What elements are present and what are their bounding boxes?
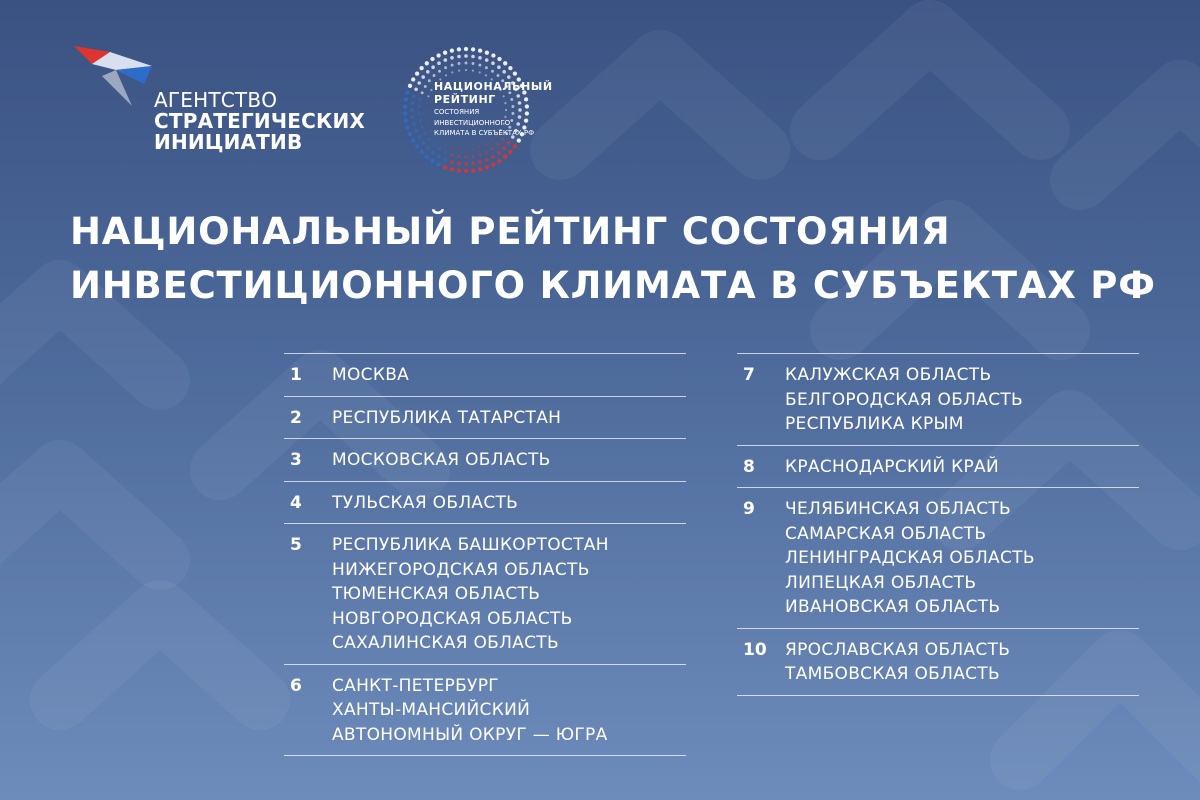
ring-dot bbox=[417, 135, 421, 139]
ring-dot bbox=[513, 71, 517, 75]
ring-dot bbox=[471, 47, 475, 51]
region-name: НИЖЕГОРОДСКАЯ ОБЛАСТЬ bbox=[332, 559, 590, 580]
ring-dot bbox=[472, 62, 475, 65]
region-name: АВТОНОМНЫЙ ОКРУГ — ЮГРА bbox=[332, 724, 608, 745]
ring-dot bbox=[497, 143, 500, 146]
ring-dot bbox=[491, 70, 494, 73]
rating-logo-title2: РЕЙТИНГ bbox=[434, 93, 496, 106]
asi-logo-line1: АГЕНТСТВО bbox=[154, 88, 278, 112]
ring-dot bbox=[457, 55, 461, 59]
region-name: КРАСНОДАРСКИЙ КРАЙ bbox=[785, 456, 999, 477]
ring-dot bbox=[485, 66, 488, 69]
ring-dot bbox=[431, 151, 435, 155]
ring-dot bbox=[426, 102, 428, 104]
rank-number: 2 bbox=[290, 407, 302, 428]
asi-logo bbox=[72, 44, 372, 164]
rank-number: 6 bbox=[290, 675, 302, 696]
ring-dot bbox=[419, 98, 422, 101]
rank-number: 4 bbox=[290, 492, 302, 513]
rating-logo-title1: НАЦИОНАЛЬНЫЙ bbox=[434, 80, 553, 93]
region-name: ЧЕЛЯБИНСКАЯ ОБЛАСТЬ bbox=[785, 499, 1012, 519]
ring-dot bbox=[458, 62, 461, 65]
ring-dot bbox=[485, 58, 489, 62]
ring-dot bbox=[464, 54, 468, 58]
ring-dot bbox=[457, 168, 461, 172]
ring-dot bbox=[443, 165, 447, 169]
ring-dot bbox=[508, 66, 512, 70]
rating-logo-sub3: КЛИМАТА В СУБЪЕКТАХ РФ bbox=[434, 129, 535, 137]
ring-dot bbox=[433, 74, 436, 77]
ring-dot bbox=[421, 126, 424, 129]
ring-dot bbox=[428, 138, 431, 141]
ranking-row bbox=[737, 354, 1139, 446]
ring-dot bbox=[444, 66, 447, 69]
rank-number: 7 bbox=[743, 365, 755, 385]
ring-dot bbox=[491, 155, 495, 159]
ring-dot bbox=[485, 158, 489, 162]
ring-dot bbox=[497, 57, 501, 61]
ring-dot bbox=[507, 75, 511, 79]
ring-dot bbox=[428, 79, 431, 82]
ring-dot bbox=[458, 155, 461, 158]
ring-dot bbox=[405, 90, 409, 94]
ring-dot bbox=[471, 162, 475, 166]
asi-logo-line3: ИНИЦИАТИВ bbox=[154, 130, 303, 154]
ring-dot bbox=[412, 94, 416, 98]
ring-dot bbox=[425, 155, 429, 159]
ring-dot bbox=[508, 150, 512, 154]
ring-dot bbox=[430, 57, 434, 61]
ring-dot bbox=[451, 147, 453, 149]
ring-dot bbox=[444, 158, 448, 162]
ring-dot bbox=[485, 51, 489, 55]
ring-dot bbox=[501, 138, 504, 141]
rank-number: 1 bbox=[290, 365, 302, 385]
ring-dot bbox=[438, 147, 441, 150]
region-name: БЕЛГОРОДСКАЯ ОБЛАСТЬ bbox=[785, 389, 1024, 410]
ring-dot bbox=[411, 138, 415, 142]
ring-dot bbox=[458, 70, 460, 72]
region-name: САМАРСКАЯ ОБЛАСТЬ bbox=[785, 523, 987, 544]
ring-dot bbox=[472, 70, 474, 72]
ranking-row bbox=[284, 439, 686, 482]
ring-dot bbox=[418, 105, 421, 108]
region-name: ЯРОСЛАВСКАЯ ОБЛАСТЬ bbox=[785, 639, 1011, 660]
ranking-row bbox=[284, 524, 686, 665]
ring-dot bbox=[411, 115, 415, 119]
ring-dot bbox=[433, 143, 436, 146]
region-name: ЛЕНИНГРАДСКАЯ ОБЛАСТЬ bbox=[785, 548, 1035, 568]
ring-dot bbox=[419, 119, 422, 122]
ring-dot bbox=[411, 101, 415, 105]
ring-dot bbox=[503, 155, 507, 159]
ring-dot bbox=[471, 55, 475, 59]
ring-dot bbox=[450, 48, 454, 52]
ring-dot bbox=[444, 151, 447, 154]
region-name: ТЮМЕНСКАЯ ОБЛАСТЬ bbox=[332, 584, 541, 604]
ranking-row bbox=[284, 665, 686, 757]
ring-dot bbox=[404, 97, 408, 101]
ring-dot bbox=[450, 167, 454, 171]
ring-dot bbox=[451, 64, 454, 67]
ring-dot bbox=[421, 141, 425, 145]
ring-dot bbox=[405, 125, 409, 129]
ring-dot bbox=[445, 144, 447, 146]
asi-logo-line2: СТРАТЕГИЧЕСКИХ bbox=[154, 109, 366, 133]
ring-dot bbox=[412, 122, 416, 126]
ring-dot bbox=[410, 108, 414, 112]
ring-dot bbox=[478, 160, 482, 164]
ring-dot bbox=[464, 47, 468, 51]
ring-dot bbox=[485, 144, 487, 146]
ring-dot bbox=[491, 162, 495, 166]
ring-dot bbox=[427, 95, 429, 97]
region-name: МОСКОВСКАЯ ОБЛАСТЬ bbox=[332, 450, 551, 470]
ring-dot bbox=[517, 138, 521, 142]
ring-dot bbox=[478, 153, 481, 156]
ring-dot bbox=[485, 151, 488, 154]
region-name: ЛИПЕЦКАЯ ОБЛАСТЬ bbox=[785, 572, 977, 593]
ring-dot bbox=[408, 84, 412, 88]
region-name: ИВАНОВСКАЯ ОБЛАСТЬ bbox=[785, 597, 1001, 617]
ring-dot bbox=[445, 74, 447, 76]
ring-dot bbox=[457, 47, 461, 51]
ring-dot bbox=[458, 148, 460, 150]
ring-dot bbox=[415, 71, 419, 75]
ring-dot bbox=[426, 116, 428, 118]
ring-dot bbox=[427, 123, 429, 125]
ring-dot bbox=[418, 112, 421, 115]
ring-dot bbox=[424, 85, 427, 88]
ring-dot bbox=[513, 144, 517, 148]
ranking-row bbox=[737, 629, 1139, 696]
rank-number: 5 bbox=[290, 535, 302, 555]
ring-dot bbox=[430, 129, 432, 131]
rank-number: 8 bbox=[743, 456, 755, 477]
ring-dot bbox=[414, 88, 418, 92]
ring-dot bbox=[479, 71, 481, 73]
region-name: РЕСПУБЛИКА БАШКОРТОСТАН bbox=[332, 535, 609, 555]
ring-dot bbox=[424, 132, 427, 135]
ring-dot bbox=[451, 71, 453, 73]
page-title-line1: НАЦИОНАЛЬНЫЙ РЕЙТИНГ СОСТОЯНИЯ bbox=[70, 210, 951, 253]
ring-dot bbox=[478, 48, 482, 52]
ring-dot bbox=[472, 155, 475, 158]
ranking-row bbox=[284, 482, 686, 525]
ring-dot bbox=[417, 81, 421, 85]
ring-dot bbox=[421, 91, 424, 94]
ring-dot bbox=[403, 111, 407, 115]
rating-logo-sub1: СОСТОЯНИЯ bbox=[434, 108, 480, 116]
rating-logo-sub2: ИНВЕСТИЦИОННОГО bbox=[434, 118, 511, 127]
ring-dot bbox=[419, 150, 423, 154]
ring-dot bbox=[408, 132, 412, 136]
ring-dot bbox=[439, 140, 441, 142]
region-name: САХАЛИНСКАЯ ОБЛАСТЬ bbox=[332, 633, 559, 653]
rating-logo bbox=[400, 44, 560, 179]
ranking-row bbox=[284, 397, 686, 440]
rank-number: 3 bbox=[290, 450, 302, 470]
page-title bbox=[70, 205, 1170, 313]
ranking-list-left bbox=[284, 353, 686, 756]
ring-dot bbox=[436, 162, 440, 166]
page-title-line2: ИНВЕСТИЦИОННОГО КЛИМАТА В СУБЪЕКТАХ РФ bbox=[70, 264, 1156, 307]
ring-dot bbox=[430, 159, 434, 163]
ring-dot bbox=[457, 162, 461, 166]
ring-dot bbox=[414, 129, 418, 133]
ring-dot bbox=[491, 140, 493, 142]
ring-dot bbox=[426, 146, 430, 150]
ring-dot bbox=[464, 162, 468, 166]
ring-dot bbox=[502, 146, 506, 150]
region-name: ТУЛЬСКАЯ ОБЛАСТЬ bbox=[332, 492, 519, 513]
ring-dot bbox=[465, 69, 467, 71]
ring-dot bbox=[491, 61, 495, 65]
ring-dot bbox=[451, 153, 454, 156]
ring-dot bbox=[431, 65, 435, 69]
ring-dot bbox=[465, 149, 467, 151]
ring-dot bbox=[419, 66, 423, 70]
ring-dot bbox=[444, 58, 448, 62]
ring-dot bbox=[502, 70, 506, 74]
ring-dot bbox=[430, 89, 432, 91]
region-name: РЕСПУБЛИКА КРЫМ bbox=[785, 414, 964, 434]
ranking-list-right bbox=[737, 353, 1139, 696]
asi-triangle-logo-icon bbox=[72, 44, 156, 114]
ranking-row bbox=[737, 488, 1139, 629]
ring-dot bbox=[443, 51, 447, 55]
ring-dot bbox=[471, 168, 475, 172]
ring-dot bbox=[497, 159, 501, 163]
ring-dot bbox=[478, 64, 481, 67]
ring-dot bbox=[436, 53, 440, 57]
ring-dot bbox=[426, 70, 430, 74]
ring-dot bbox=[503, 61, 507, 65]
region-name: ХАНТЫ-МАНСИЙСКИЙ bbox=[332, 700, 531, 720]
region-name: ТАМБОВСКАЯ ОБЛАСТЬ bbox=[785, 664, 1000, 684]
ring-dot bbox=[425, 109, 427, 111]
ring-dot bbox=[497, 74, 500, 77]
ring-dot bbox=[485, 74, 487, 76]
region-name: САНКТ-ПЕТЕРБУРГ bbox=[332, 675, 499, 696]
ring-dot bbox=[478, 56, 482, 60]
ring-dot bbox=[485, 165, 489, 169]
ring-dot bbox=[465, 156, 468, 159]
ring-dot bbox=[450, 56, 454, 60]
ring-dot bbox=[403, 104, 407, 108]
region-name: КАЛУЖСКАЯ ОБЛАСТЬ bbox=[785, 365, 992, 385]
ring-dot bbox=[464, 169, 468, 173]
ring-dot bbox=[491, 53, 495, 57]
ring-dot bbox=[478, 167, 482, 171]
ring-dot bbox=[437, 155, 441, 159]
rank-number: 9 bbox=[743, 499, 755, 519]
region-name: МОСКВА bbox=[332, 365, 410, 385]
ranking-row bbox=[737, 446, 1139, 489]
ring-dot bbox=[438, 70, 441, 73]
ring-dot bbox=[421, 75, 425, 79]
region-name: РЕСПУБЛИКА ТАТАРСТАН bbox=[332, 407, 562, 428]
ranking-row bbox=[284, 354, 686, 397]
ring-dot bbox=[404, 118, 408, 122]
ring-dot bbox=[411, 77, 415, 81]
ring-dot bbox=[491, 147, 494, 150]
ring-dot bbox=[415, 144, 419, 148]
rank-number: 10 bbox=[743, 639, 767, 660]
ring-dot bbox=[497, 65, 501, 69]
ring-dot bbox=[497, 151, 501, 155]
ring-dot bbox=[472, 148, 474, 150]
region-name: НОВГОРОДСКАЯ ОБЛАСТЬ bbox=[332, 608, 573, 629]
ring-dot bbox=[479, 147, 481, 149]
ring-dot bbox=[450, 160, 454, 164]
ring-dot bbox=[437, 61, 441, 65]
ring-dot bbox=[425, 61, 429, 65]
ring-dot bbox=[507, 141, 511, 145]
ring-dot bbox=[465, 62, 468, 65]
